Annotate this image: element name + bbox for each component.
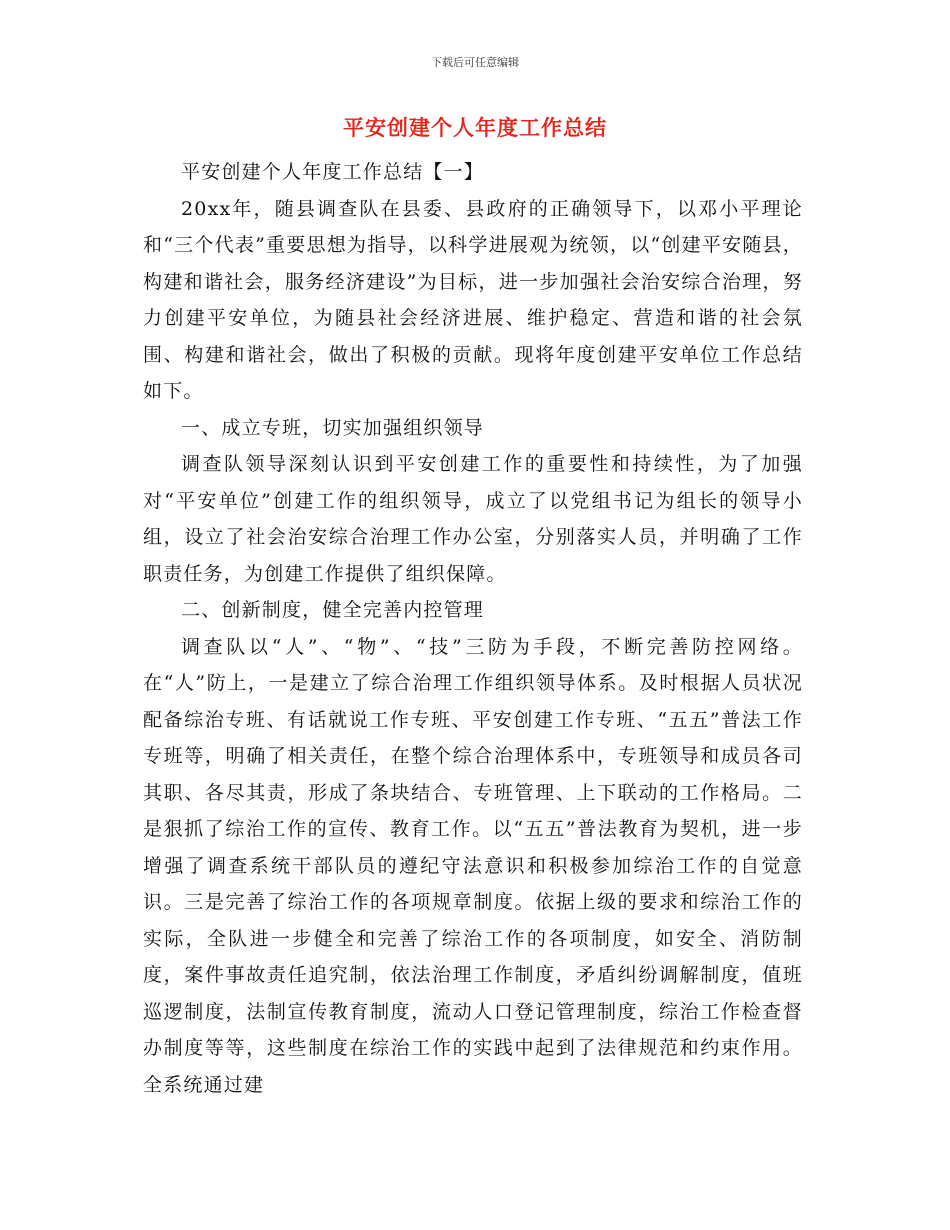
section-heading-1: 平安创建个人年度工作总结【一】 (181, 161, 485, 183)
system-paragraph: 调查队以“人”、“物”、“技”三防为手段，不断完善防控网络。在“人”防上，一是建立了综合治理工作组织领导体系。及时根据人员状况配备综治专班、有话就说工作专班、平安创建工作专班、“五五”普法工作专班等，明确了相关责任，在整个综合治理体系中，专班领导和成员各司其职、各尽其责，形成了条块结合、专班管理、上下联动的工作格局。二是狠抓了综治工作的宣传、教育工作。以“五五”普法教育为契机，进一步增强了调查系统干部队员的遵纪守法意识和积极参加综治工作的自觉意识。三是完善了综治工作的各项规章制度。依据上级的要求和综治工作的实际，全队进一步健全和完善了综治工作的各项制度，如安全、消防制度，案件事故责任追究制，依法治理工作制度，矛盾纠纷调解制度，值班巡逻制度，法制宣传教育制度，流动人口登记管理制度，综治工作检查督办制度等等，这些制度在综治工作的实践中起到了法律规范和约束作用。全系统通过建 (143, 635, 803, 1096)
section-heading-3: 二、创新制度，健全完善内控管理 (181, 599, 485, 621)
header-note: 下载后可任意编辑 (431, 56, 519, 69)
intro-paragraph: 20xx年，随县调查队在县委、县政府的正确领导下，以邓小平理论和“三个代表”重要思想为指导，以科学进展观为统领，以“创建平安随县，构建和谐社会，服务经济建设”为目标，进一步加强社会治安综合治理，努力创建平安单位，为随县社会经济进展、维护稳定、营造和谐的社会氛围、构建和谐社会，做出了积极的贡献。现将年度创建平安单位工作总结如下。 (143, 197, 803, 402)
section-heading-2: 一、成立专班，切实加强组织领导 (181, 416, 485, 439)
organization-paragraph: 调查队领导深刻认识到平安创建工作的重要性和持续性，为了加强对“平安单位”创建工作的组织领导，成立了以党组书记为组长的领导小组，设立了社会治安综合治理工作办公室，分别落实人员，并明确了工作职责任务，为创建工作提供了组织保障。 (143, 453, 803, 585)
document-title: 平安创建个人年度工作总结 (343, 116, 607, 140)
document-body (143, 154, 803, 1103)
